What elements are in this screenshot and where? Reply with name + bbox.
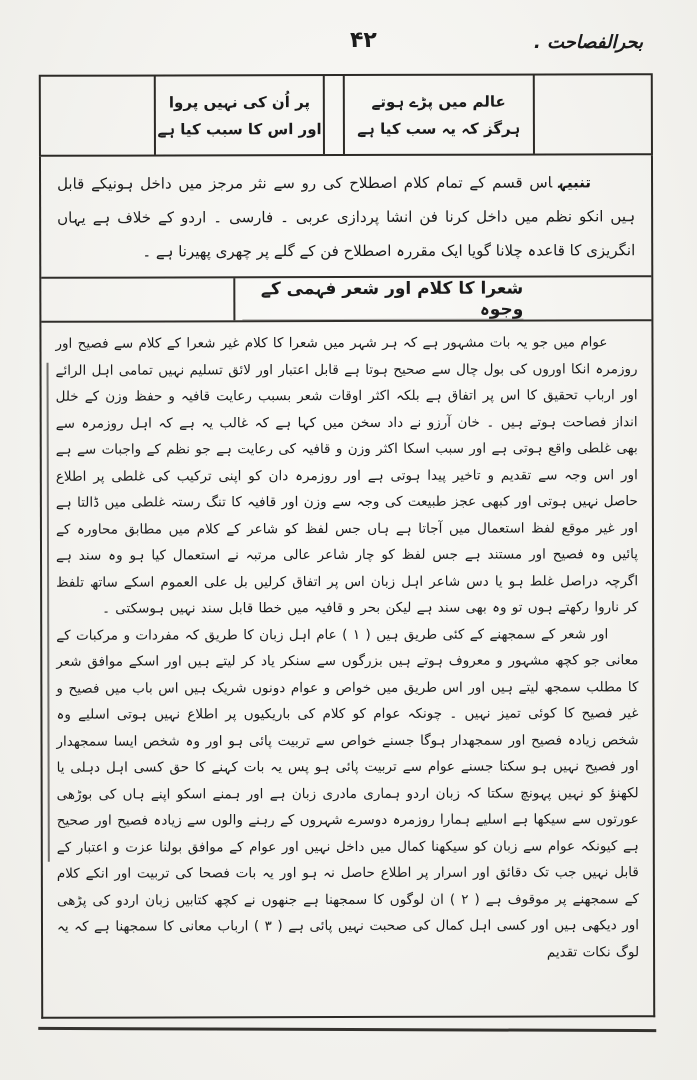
- verse-first-hemistich: [343, 76, 533, 154]
- note-text: اس قسم کے تمام کلام اصطلاح کی رو سے نثر مرجز میں داخل ہونیکے قابل ہیں انکو نظم میں داخل کرنا فن انشا پردازی عربی ۔ فارسی ۔ اردو کے خلاف ہے یہاں انگریزی کا قاعدہ چلانا گویا ایک مقررہ اصطلاح فن کے گلے پر چھری پھیرنا ہے ۔: [57, 173, 636, 261]
- verse-table-empty-cell-right: [532, 75, 651, 153]
- verse-line: عالم میں پڑے ہوتے: [371, 92, 506, 111]
- body-paragraph-2: اور شعر کے سمجھنے کے کئی طریق ہیں ( ۱ ) عام اہل زبان کا طریق کہ مفردات و مرکبات کے معانی جو کچھ مشہور و معروف ہوتے ہیں بزرگوں سے سنکر یاد کر لیتے ہیں اور اسکے موافق شعر کا مطلب سمجھ لیتے ہیں اور اس طریق میں خواص و عوام دونوں شریک ہیں اس باب میں فصیح و غیر فصیح کا کوئی تمیز نہیں ۔ چونکہ عوام کو کلام کی باریکیوں پر اطلاع نہیں ہوتی اسلیے وہ شخص زیادہ فصیح اور سمجھدار ہوگا جسنے خواص سے تربیت پائی ہو اور وہ شخص ایسا سمجھدار اور فصیح نہیں ہو سکتا جسنے عوام سے تربیت پائی ہو پس یہ بات کہنے کا حق کسی اہل دہلی یا لکھنؤ کو نہیں پہونچ سکتا کہ زبان اردو ہماری مادری زبان ہے اور ہمنے اسکو اپنے ہاں کی بوڑھی عورتوں سے سیکھا ہے اسلیے ہمارا روزمرہ دوسرے شہروں کے رہنے والوں سے زیادہ فصیح اور صحیح ہے کیونکہ عوام سے زبان کو سیکھنا کمال میں داخل نہیں اور عوام کے موافق بولنا عزت و اعتبار کے قابل نہیں جب تک دقائق اور اسرار پر اطلاع حاصل نہ ہو اور یہ بات فصحا کی تربیت اور انکے کلام کے سمجھنے پر موقوف ہے ( ۲ ) ان لوگوں کا سمجھنا ہے جنھوں نے کچھ کتابیں زبان اردو کی پڑھی اور دیکھی ہیں اور کسی اہل کمال کی صحبت نہیں پائی ہے ( ۳ ) ارباب معانی کا سمجھنا ہے کہ یہ لوگ نکات تقدیم: [56, 625, 640, 960]
- page-number: ۴۲: [350, 28, 377, 53]
- verse-line: ہرگز کہ یہ سب کیا ہے: [357, 119, 521, 138]
- running-head: [40, 28, 657, 62]
- verse-line: اور اس کا سبب کیا ہے: [157, 119, 322, 138]
- main-text-frame: [39, 155, 655, 1019]
- section-heading: شعرا کا کلام اور شعر فہمی کے وجوہ: [243, 278, 524, 321]
- book-title: . بحرالفصاحت: [533, 32, 643, 53]
- verse-table: [39, 73, 653, 157]
- printed-block: [39, 73, 655, 1019]
- note-section: [41, 155, 651, 279]
- verse-table-empty-cell-left: [41, 77, 154, 155]
- heading-divider-line: [233, 278, 235, 320]
- body-paragraph-1: عوام میں جو یہ بات مشہور ہے کہ ہر شہر میں شعرا کا کلام غیر شعرا کے کلام سے فصیح اور روزمرہ انکا اوروں کی بول چال سے صحیح ہوتا ہے قابل اعتبار اور لائق تسلیم نہیں تمامی اہل الرائے اور ارباب تحقیق کا اس پر اتفاق ہے بلکہ اکثر اوقات شعر بسبب رعایت قافیہ و حفظ وزن کے خلل انداز فصاحت ہوتے ہیں ۔ خان آرزو نے داد سخن میں کہا ہے کہ غالب یہ ہے کہ اہل روزمرہ سے بھی غلطی واقع ہوتی ہے اور سبب اسکا اکثر وزن و قافیہ کی رعایت ہے جو نظم کے واجبات سے ہے اور اس وجہ سے تقدیم و تاخیر پیدا ہوتی ہے اور روزمرہ دان کو اپنی ترکیب کی غلطی پر اطلاع حاصل نہیں ہوتی اور کبھی عجز طبیعت کی وجہ سے وزن اور قافیہ کا تنگ رستہ غلطی میں ڈالتا ہے اور غیر موقع لفظ استعمال میں آجاتا ہے ہاں جس لفظ کو شاعر کے کلام میں مطابق محاورہ کے پائیں وہ فصیح اور مستند ہے جس لفظ کو چار شاعر عالی مرتبہ نے استعمال کیا ہو وہ سند ہے اگرچہ دراصل غلط ہو یا دس شاعر اہل زبان اس پر اتفاق کرلیں بل علی العموم اسکے ساتھ تلفظ کر ناروا رکھتے ہوں تو وہ بھی سند ہے لیکن بحر و قافیہ میں خطا قابل سند نہیں ہوسکتی ۔: [55, 334, 639, 617]
- note-lead-word: تنبیہ: [558, 173, 592, 192]
- body-text-section: [41, 321, 653, 1017]
- section-heading-band: [41, 277, 651, 323]
- note-paragraph: [57, 165, 635, 269]
- verse-second-hemistich: [154, 76, 324, 154]
- verse-line: پر اُن کی نہیں پروا: [168, 92, 311, 111]
- verse-table-gap-cell: [323, 76, 343, 154]
